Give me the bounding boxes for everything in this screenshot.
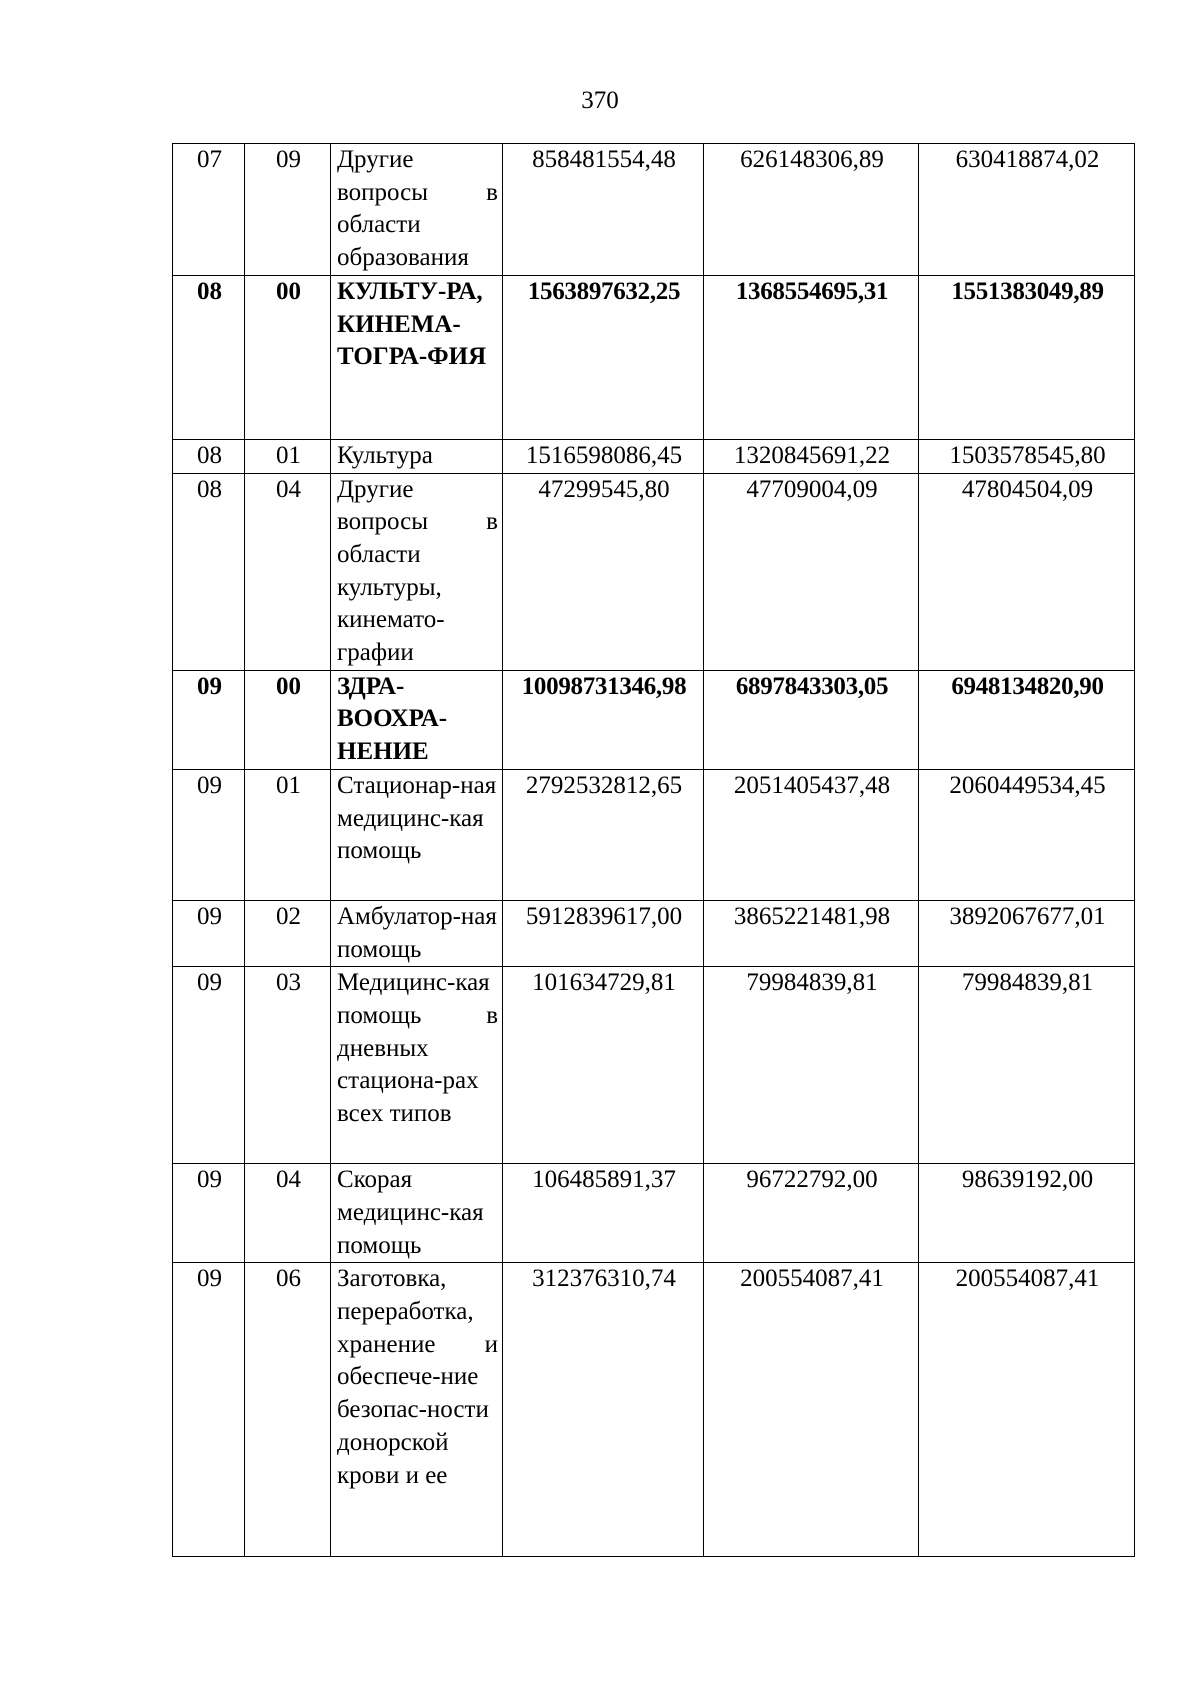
- table-row: [173, 900, 1135, 966]
- value-3: 79984839,81: [919, 967, 1135, 1164]
- value-2: 2051405437,48: [704, 769, 919, 900]
- value-1: 1563897632,25: [503, 275, 704, 439]
- subsection-code: 00: [245, 670, 331, 769]
- table-row: [173, 670, 1135, 769]
- row-name: Скорая медицинс-кая помощь: [331, 1164, 503, 1263]
- value-1: 47299545,80: [503, 473, 704, 670]
- value-2: 626148306,89: [704, 144, 919, 276]
- value-2: 6897843303,05: [704, 670, 919, 769]
- value-2: 96722792,00: [704, 1164, 919, 1263]
- value-2: 1368554695,31: [704, 275, 919, 439]
- subsection-code: 00: [245, 275, 331, 439]
- section-code: 09: [173, 769, 245, 900]
- row-name: ЗДРА-ВООХРА-НЕНИЕ: [331, 670, 503, 769]
- value-3: 3892067677,01: [919, 900, 1135, 966]
- table-row: [173, 1164, 1135, 1263]
- row-name: Другие вопросы в области культуры, кинемато-графии: [331, 473, 503, 670]
- subsection-code: 04: [245, 473, 331, 670]
- value-3: 630418874,02: [919, 144, 1135, 276]
- value-1: 106485891,37: [503, 1164, 704, 1263]
- value-3: 47804504,09: [919, 473, 1135, 670]
- table-row: [173, 1263, 1135, 1557]
- value-2: 79984839,81: [704, 967, 919, 1164]
- value-1: 858481554,48: [503, 144, 704, 276]
- row-name: Культура: [331, 439, 503, 473]
- row-name: Стационар-ная медицинс-кая помощь: [331, 769, 503, 900]
- value-2: 1320845691,22: [704, 439, 919, 473]
- value-3: 1503578545,80: [919, 439, 1135, 473]
- value-1: 1516598086,45: [503, 439, 704, 473]
- row-name: КУЛЬТУ-РА, КИНЕМА-ТОГРА-ФИЯ: [331, 275, 503, 439]
- subsection-code: 06: [245, 1263, 331, 1557]
- section-code: 08: [173, 439, 245, 473]
- value-3: 98639192,00: [919, 1164, 1135, 1263]
- section-code: 09: [173, 1263, 245, 1557]
- table-row: [173, 144, 1135, 276]
- budget-table: [172, 143, 1135, 1557]
- section-code: 08: [173, 473, 245, 670]
- page-number: 370: [581, 87, 619, 114]
- row-name: Заготовка, переработка, хранение и обеспече-ние безопас-ности донорской крови и ее: [331, 1263, 503, 1557]
- value-2: 47709004,09: [704, 473, 919, 670]
- table-row: [173, 439, 1135, 473]
- subsection-code: 03: [245, 967, 331, 1164]
- value-2: 3865221481,98: [704, 900, 919, 966]
- value-2: 200554087,41: [704, 1263, 919, 1557]
- row-name: Другие вопросы в области образования: [331, 144, 503, 276]
- value-1: 101634729,81: [503, 967, 704, 1164]
- table-row: [173, 967, 1135, 1164]
- section-code: 09: [173, 670, 245, 769]
- table-row: [173, 473, 1135, 670]
- section-code: 09: [173, 1164, 245, 1263]
- table-row: [173, 275, 1135, 439]
- table-row: [173, 769, 1135, 900]
- subsection-code: 09: [245, 144, 331, 276]
- value-3: 1551383049,89: [919, 275, 1135, 439]
- value-1: 2792532812,65: [503, 769, 704, 900]
- value-1: 10098731346,98: [503, 670, 704, 769]
- section-code: 07: [173, 144, 245, 276]
- value-3: 6948134820,90: [919, 670, 1135, 769]
- section-code: 09: [173, 967, 245, 1164]
- row-name: Медицинс-кая помощь в дневных стациона-рах всех типов: [331, 967, 503, 1164]
- section-code: 09: [173, 900, 245, 966]
- section-code: 08: [173, 275, 245, 439]
- row-name: Амбулатор-ная помощь: [331, 900, 503, 966]
- subsection-code: 04: [245, 1164, 331, 1263]
- value-3: 2060449534,45: [919, 769, 1135, 900]
- value-1: 5912839617,00: [503, 900, 704, 966]
- subsection-code: 02: [245, 900, 331, 966]
- value-3: 200554087,41: [919, 1263, 1135, 1557]
- value-1: 312376310,74: [503, 1263, 704, 1557]
- subsection-code: 01: [245, 769, 331, 900]
- subsection-code: 01: [245, 439, 331, 473]
